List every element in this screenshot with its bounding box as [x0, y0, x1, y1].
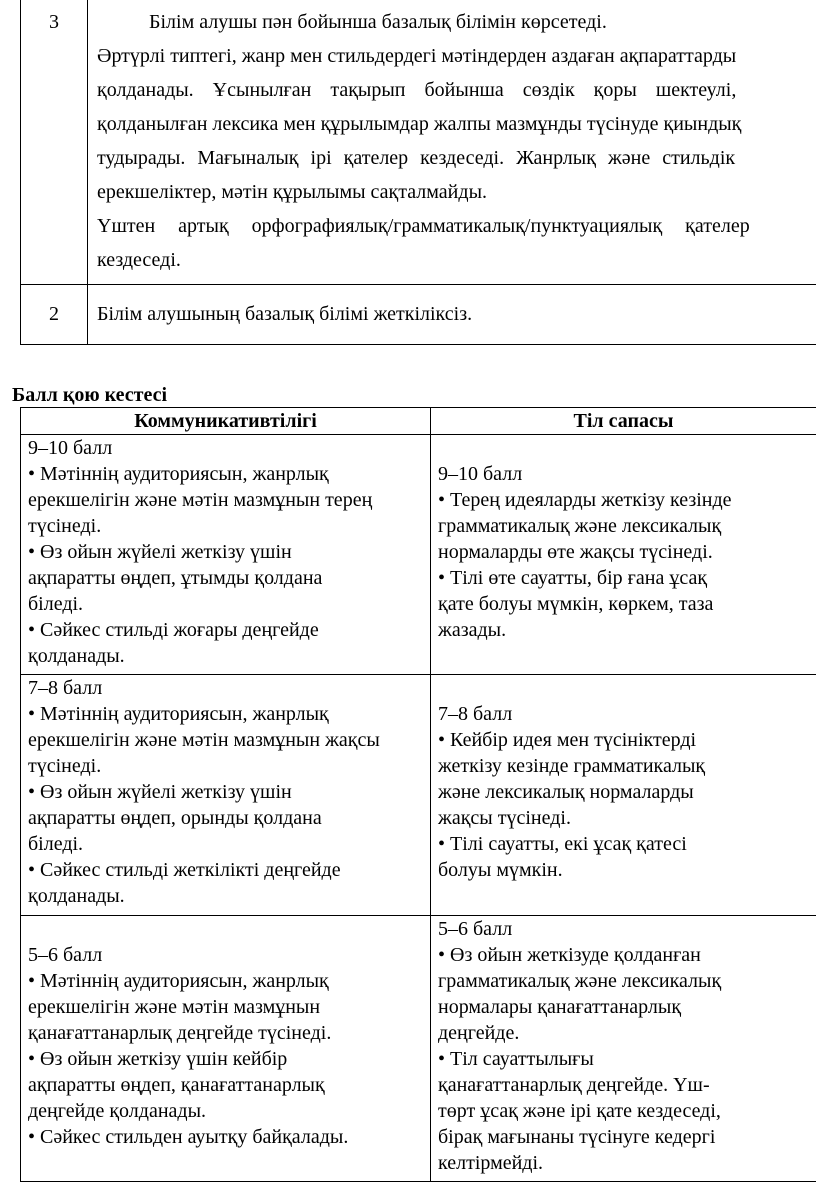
- criteria-line: ақпаратты өңдеп, орынды қолдана: [28, 807, 322, 829]
- description-line: кездеседі.: [97, 249, 181, 271]
- criteria-line: қанағаттанарлық деңгейде түсінеді.: [28, 1022, 332, 1044]
- criteria-line: • Өз ойын жеткізуде қолданған: [438, 944, 701, 966]
- criteria-line: • Мәтіннің аудиториясын, жанрлық: [28, 703, 329, 725]
- score-range: 7–8 балл: [438, 703, 513, 725]
- criteria-line: нормаларды өте жақсы түсінеді.: [438, 541, 713, 563]
- scoring-table: [20, 407, 816, 1182]
- criteria-line: деңгейде қолданады.: [28, 1100, 207, 1122]
- criteria-line: • Мәтіннің аудиториясын, жанрлық: [28, 970, 329, 992]
- criteria-line: ақпаратты өңдеп, қанағаттанарлық: [28, 1074, 325, 1096]
- criteria-line: • Тілі өте сауатты, бір ғана ұсақ: [438, 567, 708, 589]
- criteria-line: ерекшелігін және мәтін мазмұнын: [28, 996, 321, 1018]
- criteria-line: ақпаратты өңдеп, ұтымды қолдана: [28, 567, 323, 589]
- score-range: 5–6 балл: [438, 918, 513, 940]
- description-line: қолданады. Ұсынылған тақырып бойынша сөздік қоры шектеулі,: [97, 79, 737, 101]
- column-header-language-quality: Тіл сапасы: [431, 408, 816, 435]
- criteria-line: • Сәйкес стильді жеткілікті деңгейде: [28, 859, 341, 881]
- criteria-line: қолданады.: [28, 645, 125, 667]
- score-range: 5–6 балл: [28, 944, 103, 966]
- table-row: [21, 916, 816, 1182]
- description-line: тудырады. Мағыналық ірі қателер кездеседі. Жанрлық және стильдік: [97, 147, 736, 169]
- criteria-line: болуы мүмкін.: [438, 859, 563, 881]
- criteria-line: грамматикалық және лексикалық: [438, 515, 722, 537]
- description-line: Білім алушының базалық білімі жеткіліксіз.: [97, 303, 473, 325]
- criteria-line: деңгейде.: [438, 1022, 520, 1044]
- description-line: Білім алушы пән бойынша базалық білімін көрсетеді.: [149, 11, 607, 33]
- criteria-line: түсінеді.: [28, 515, 102, 537]
- description-line: Әртүрлі типтегі, жанр мен стильдердегі мәтіндерден аздаған ақпараттарды: [97, 45, 737, 67]
- table-row: [21, 285, 816, 345]
- communicativeness-cell: [21, 916, 431, 1182]
- communicativeness-cell: [21, 675, 431, 916]
- communicativeness-cell: [21, 435, 431, 675]
- table-row: [21, 0, 816, 285]
- column-header-communicativeness: Коммуникативтілігі: [21, 408, 431, 435]
- score-cell: 2: [21, 285, 88, 345]
- criteria-line: түсінеді.: [28, 755, 102, 777]
- criteria-line: • Өз ойын жүйелі жеткізу үшін: [28, 781, 292, 803]
- description-cell: [88, 285, 816, 345]
- score-range: 7–8 балл: [28, 677, 103, 699]
- criteria-line: ерекшелігін және мәтін мазмұнын жақсы: [28, 729, 380, 751]
- criteria-line: және лексикалық нормаларды: [438, 781, 694, 803]
- language-quality-cell: [431, 435, 816, 675]
- criteria-line: жақсы түсінеді.: [438, 807, 571, 829]
- criteria-line: • Тіл сауаттылығы: [438, 1048, 594, 1070]
- table-row: [21, 435, 816, 675]
- criteria-line: келтірмейді.: [438, 1152, 544, 1174]
- language-quality-cell: [431, 675, 816, 916]
- criteria-line: • Өз ойын жүйелі жеткізу үшін: [28, 541, 292, 563]
- criteria-line: • Өз ойын жеткізу үшін кейбір: [28, 1048, 288, 1070]
- criteria-line: қанағаттанарлық деңгейде. Үш-: [438, 1074, 710, 1096]
- score-range: 9–10 балл: [438, 463, 523, 485]
- criteria-line: бірақ мағынаны түсінуге кедергі: [438, 1126, 716, 1148]
- criteria-line: • Мәтіннің аудиториясын, жанрлық: [28, 463, 329, 485]
- criteria-line: біледі.: [28, 593, 84, 615]
- criteria-line: • Терең идеяларды жеткізу кезінде: [438, 489, 732, 511]
- header-row: [21, 408, 816, 435]
- criteria-line: нормалары қанағаттанарлық: [438, 996, 682, 1018]
- criteria-line: қате болуы мүмкін, көркем, таза: [438, 593, 714, 615]
- description-line: ерекшеліктер, мәтін құрылымы сақталмайды.: [97, 181, 487, 203]
- description-line: Үштен артық орфографиялық/грамматикалық/пунктуациялық қателер: [97, 215, 750, 237]
- criteria-line: • Кейбір идея мен түсініктерді: [438, 729, 697, 751]
- criteria-line: жеткізу кезінде грамматикалық: [438, 755, 706, 777]
- criteria-line: • Сәйкес стильден ауытқу байқалады.: [28, 1126, 349, 1148]
- language-quality-cell: [431, 916, 816, 1182]
- criteria-line: біледі.: [28, 833, 84, 855]
- criteria-line: жазады.: [438, 619, 507, 641]
- description-cell: [88, 0, 816, 285]
- score-description-table: [20, 0, 816, 345]
- description-line: қолданылған лексика мен құрылымдар жалпы мазмұнды түсінуде қиындық: [97, 113, 742, 135]
- criteria-line: • Тілі сауатты, екі ұсақ қатесі: [438, 833, 687, 855]
- criteria-line: • Сәйкес стильді жоғары деңгейде: [28, 619, 319, 641]
- table-row: [21, 675, 816, 916]
- scoring-table-title: Балл қою кестесі: [12, 384, 168, 406]
- criteria-line: ерекшелігін және мәтін мазмұнын терең: [28, 489, 373, 511]
- score-range: 9–10 балл: [28, 437, 113, 459]
- criteria-line: төрт ұсақ және ірі қате кездеседі,: [438, 1100, 721, 1122]
- criteria-line: грамматикалық және лексикалық: [438, 970, 722, 992]
- criteria-line: қолданады.: [28, 885, 125, 907]
- score-cell: 3: [21, 0, 88, 285]
